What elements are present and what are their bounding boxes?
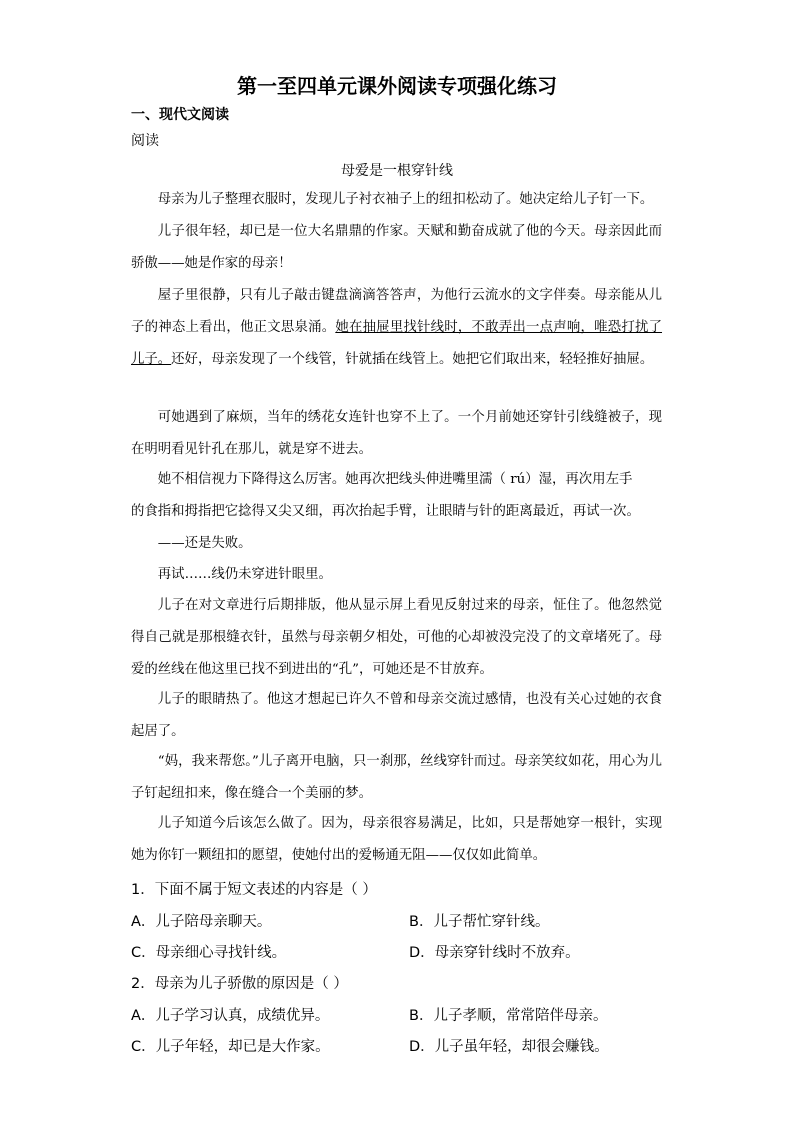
section-heading: 一、现代文阅读 xyxy=(131,107,229,123)
passage-paragraph-6: ——还是失败。 xyxy=(157,536,252,551)
question-2-option-c[interactable]: C．儿子年轻，却已是大作家。 xyxy=(131,1039,330,1055)
page-title: 第一至四单元课外阅读专项强化练习 xyxy=(237,74,557,98)
question-2-option-b[interactable]: B．儿子孝顺，常常陪伴母亲。 xyxy=(409,1008,608,1024)
question-2-option-a[interactable]: A．儿子学习认真，成绩优异。 xyxy=(131,1008,330,1024)
passage-paragraph-4: 可她遇到了麻烦，当年的绣花女连针也穿不上了。一个月前她还穿针引线缝被子，现在明明看见针孔在那儿，就是穿不进去。 xyxy=(131,410,662,457)
question-2-stem: 2．母亲为儿子骄傲的原因是（ ） xyxy=(131,976,348,992)
question-1-option-c[interactable]: C．母亲细心寻找针线。 xyxy=(131,945,287,961)
passage-paragraph-7: 再试……线仍未穿进针眼里。 xyxy=(157,567,332,582)
question-2-option-d[interactable]: D．儿子虽年轻，却很会赚钱。 xyxy=(409,1039,609,1055)
passage-paragraph-11: 儿子知道今后该怎么做了。因为，母亲很容易满足，比如，只是帮她穿一根针，实现她为你钉一颗纽扣的愿望，使她付出的爱畅通无阻——仅仅如此简单。 xyxy=(131,816,662,863)
passage-paragraph-8: 儿子在对文章进行后期排版，他从显示屏上看见反射过来的母亲，怔住了。他忽然觉得自己就是那根缝衣针，虽然与母亲朝夕相处，可他的心却被没完没了的文章堵死了。母爱的丝线在他这里已找不到进出的“孔”，可她还是不甘放弃。 xyxy=(131,598,662,677)
passage-paragraph-5-line1: 她不相信视力下降得这么厉害。她再次把线头伸进嘴里濡（ rú）湿，再次用左手 xyxy=(157,472,633,487)
passage-paragraph-1: 母亲为儿子整理衣服时，发现儿子衬衣袖子上的纽扣松动了。她决定给儿子钉一下。 xyxy=(157,192,654,207)
question-1-option-a[interactable]: A．儿子陪母亲聊天。 xyxy=(131,914,272,930)
passage-title: 母爱是一根穿针线 xyxy=(341,163,453,179)
passage-paragraph-2: 儿子很年轻，却已是一位大名鼎鼎的作家。天赋和勤奋成就了他的今天。母亲因此而骄傲——她是作家的母亲！ xyxy=(131,224,662,271)
underlined-sentence: 她在抽屉里找针线时，不敢弄出一点声响，唯恐打扰了儿子。 xyxy=(131,320,663,367)
paragraph-text: 屋子里很静，只有儿子敲击键盘滴滴答答声，为他行云流水的文字伴奏。母亲能从儿子的神态上看出，他正文思泉涌。 xyxy=(131,288,662,335)
passage-paragraph-10: “妈，我来帮您。”儿子离开电脑，只一刹那，丝线穿针而过。母亲笑纹如花，用心为儿子钉起纽扣来，像在缝合一个美丽的梦。 xyxy=(131,754,662,801)
passage-paragraph-3 xyxy=(131,280,662,376)
passage-paragraph-9: 儿子的眼睛热了。他这才想起已许久不曾和母亲交流过感情，也没有关心过她的衣食起居了。 xyxy=(131,692,662,739)
question-1-stem: 1．下面不属于短文表述的内容是（ ） xyxy=(131,882,377,898)
question-1-option-b[interactable]: B．儿子帮忙穿针线。 xyxy=(409,914,550,930)
question-1-option-d[interactable]: D．母亲穿针线时不放弃。 xyxy=(409,945,580,961)
passage-paragraph-5-line2: 的食指和拇指把它捻得又尖又细，再次抬起手臂，让眼睛与针的距离最近，再试一次。 xyxy=(131,504,640,519)
subsection-label: 阅读 xyxy=(131,133,159,149)
paragraph-text: 还好，母亲发现了一个线管，针就插在线管上。她把它们取出来，轻轻推好抽屉。 xyxy=(171,352,654,367)
